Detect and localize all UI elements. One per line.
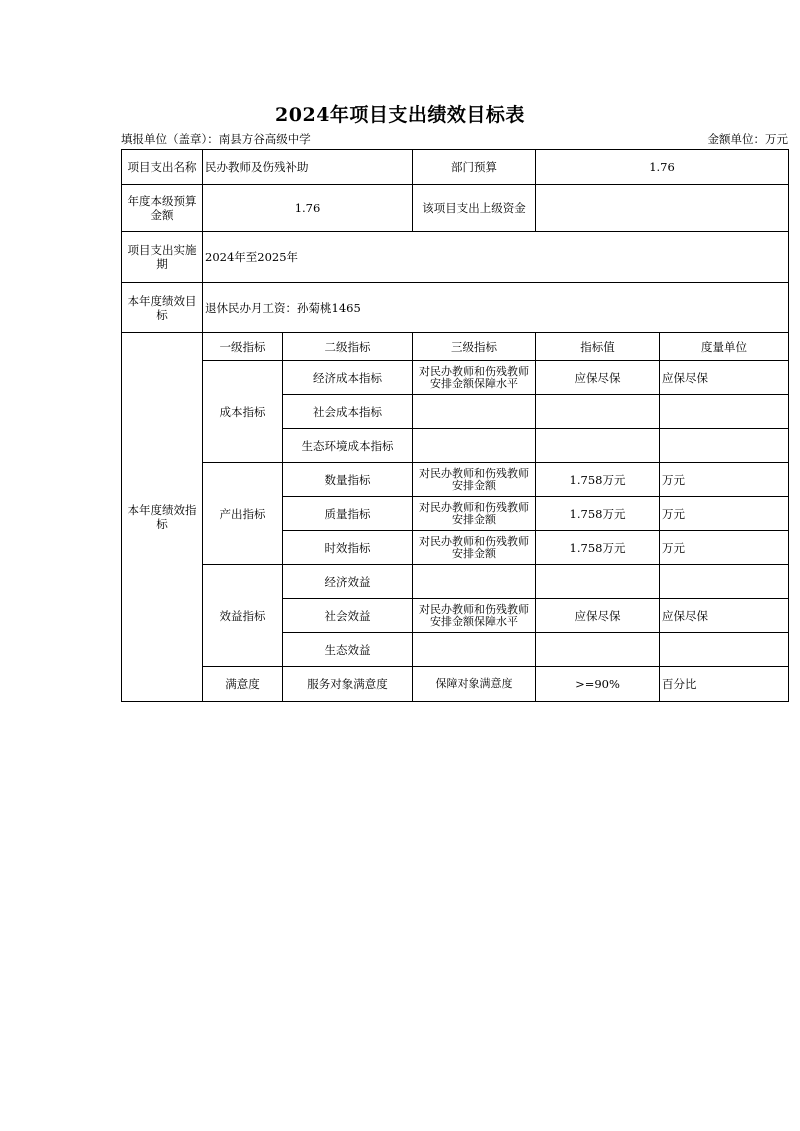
level2-indicator: 社会效益 bbox=[283, 599, 413, 633]
header-level3: 三级指标 bbox=[413, 333, 536, 361]
annual-budget-label: 年度本级预算金额 bbox=[122, 185, 203, 232]
filing-unit: 填报单位（盖章）：南县方谷高级中学 bbox=[121, 132, 311, 146]
indicator-value: 1.758万元 bbox=[536, 531, 660, 565]
level2-indicator: 服务对象满意度 bbox=[283, 667, 413, 702]
header-value: 指标值 bbox=[536, 333, 660, 361]
indicator-unit: 万元 bbox=[660, 531, 789, 565]
indicator-row bbox=[122, 361, 789, 395]
level1-indicator: 产出指标 bbox=[203, 463, 283, 565]
indicator-header-row bbox=[122, 333, 789, 361]
level2-indicator: 质量指标 bbox=[283, 497, 413, 531]
level3-indicator: 保障对象满意度 bbox=[413, 667, 536, 702]
indicator-row bbox=[122, 667, 789, 702]
level3-indicator: 对民办教师和伤残教师安排金额 bbox=[413, 497, 536, 531]
dept-budget-value: 1.76 bbox=[536, 150, 789, 185]
project-name-row bbox=[122, 150, 789, 185]
level2-indicator: 时效指标 bbox=[283, 531, 413, 565]
indicator-value: 应保尽保 bbox=[536, 599, 660, 633]
level3-indicator bbox=[413, 633, 536, 667]
indicator-value: 1.758万元 bbox=[536, 463, 660, 497]
level1-indicator: 成本指标 bbox=[203, 361, 283, 463]
project-name-value: 民办教师及伤残补助 bbox=[203, 150, 413, 185]
indicator-row bbox=[122, 565, 789, 599]
level3-indicator: 对民办教师和伤残教师安排金额保障水平 bbox=[413, 361, 536, 395]
indicator-unit bbox=[660, 565, 789, 599]
level3-indicator bbox=[413, 565, 536, 599]
level1-indicator: 满意度 bbox=[203, 667, 283, 702]
header-level2: 二级指标 bbox=[283, 333, 413, 361]
amount-unit: 金额单位：万元 bbox=[707, 132, 788, 146]
indicator-value: 应保尽保 bbox=[536, 361, 660, 395]
level2-indicator: 社会成本指标 bbox=[283, 395, 413, 429]
period-row bbox=[122, 232, 789, 283]
page-title: 2024年项目支出绩效目标表 bbox=[275, 104, 525, 126]
indicator-unit: 万元 bbox=[660, 497, 789, 531]
level3-indicator: 对民办教师和伤残教师安排金额 bbox=[413, 463, 536, 497]
goal-row bbox=[122, 283, 789, 333]
indicator-section-label: 本年度绩效指标 bbox=[122, 333, 203, 702]
indicator-unit bbox=[660, 429, 789, 463]
indicator-value: 1.758万元 bbox=[536, 497, 660, 531]
goal-label: 本年度绩效目标 bbox=[122, 283, 203, 333]
indicator-row bbox=[122, 463, 789, 497]
indicator-value bbox=[536, 429, 660, 463]
project-name-label: 项目支出名称 bbox=[122, 150, 203, 185]
period-label: 项目支出实施期 bbox=[122, 232, 203, 283]
indicator-value bbox=[536, 395, 660, 429]
indicator-value: >=90% bbox=[536, 667, 660, 702]
period-value: 2024年至2025年 bbox=[203, 232, 789, 283]
level3-indicator: 对民办教师和伤残教师安排金额保障水平 bbox=[413, 599, 536, 633]
indicator-unit: 万元 bbox=[660, 463, 789, 497]
level2-indicator: 生态效益 bbox=[283, 633, 413, 667]
level3-indicator bbox=[413, 429, 536, 463]
annual-budget-value: 1.76 bbox=[203, 185, 413, 232]
level2-indicator: 经济效益 bbox=[283, 565, 413, 599]
level2-indicator: 数量指标 bbox=[283, 463, 413, 497]
superior-fund-label: 该项目支出上级资金 bbox=[413, 185, 536, 232]
indicator-unit bbox=[660, 395, 789, 429]
level2-indicator: 经济成本指标 bbox=[283, 361, 413, 395]
indicator-unit: 应保尽保 bbox=[660, 599, 789, 633]
header-level1: 一级指标 bbox=[203, 333, 283, 361]
indicator-unit: 应保尽保 bbox=[660, 361, 789, 395]
goal-value: 退休民办月工资：孙菊桃1465 bbox=[203, 283, 789, 333]
annual-budget-row bbox=[122, 185, 789, 232]
performance-goal-table bbox=[121, 149, 789, 702]
level1-indicator: 效益指标 bbox=[203, 565, 283, 667]
indicator-value bbox=[536, 565, 660, 599]
dept-budget-label: 部门预算 bbox=[413, 150, 536, 185]
level2-indicator: 生态环境成本指标 bbox=[283, 429, 413, 463]
level3-indicator: 对民办教师和伤残教师安排金额 bbox=[413, 531, 536, 565]
indicator-value bbox=[536, 633, 660, 667]
indicator-unit bbox=[660, 633, 789, 667]
level3-indicator bbox=[413, 395, 536, 429]
indicator-unit: 百分比 bbox=[660, 667, 789, 702]
superior-fund-value bbox=[536, 185, 789, 232]
header-unit: 度量单位 bbox=[660, 333, 789, 361]
